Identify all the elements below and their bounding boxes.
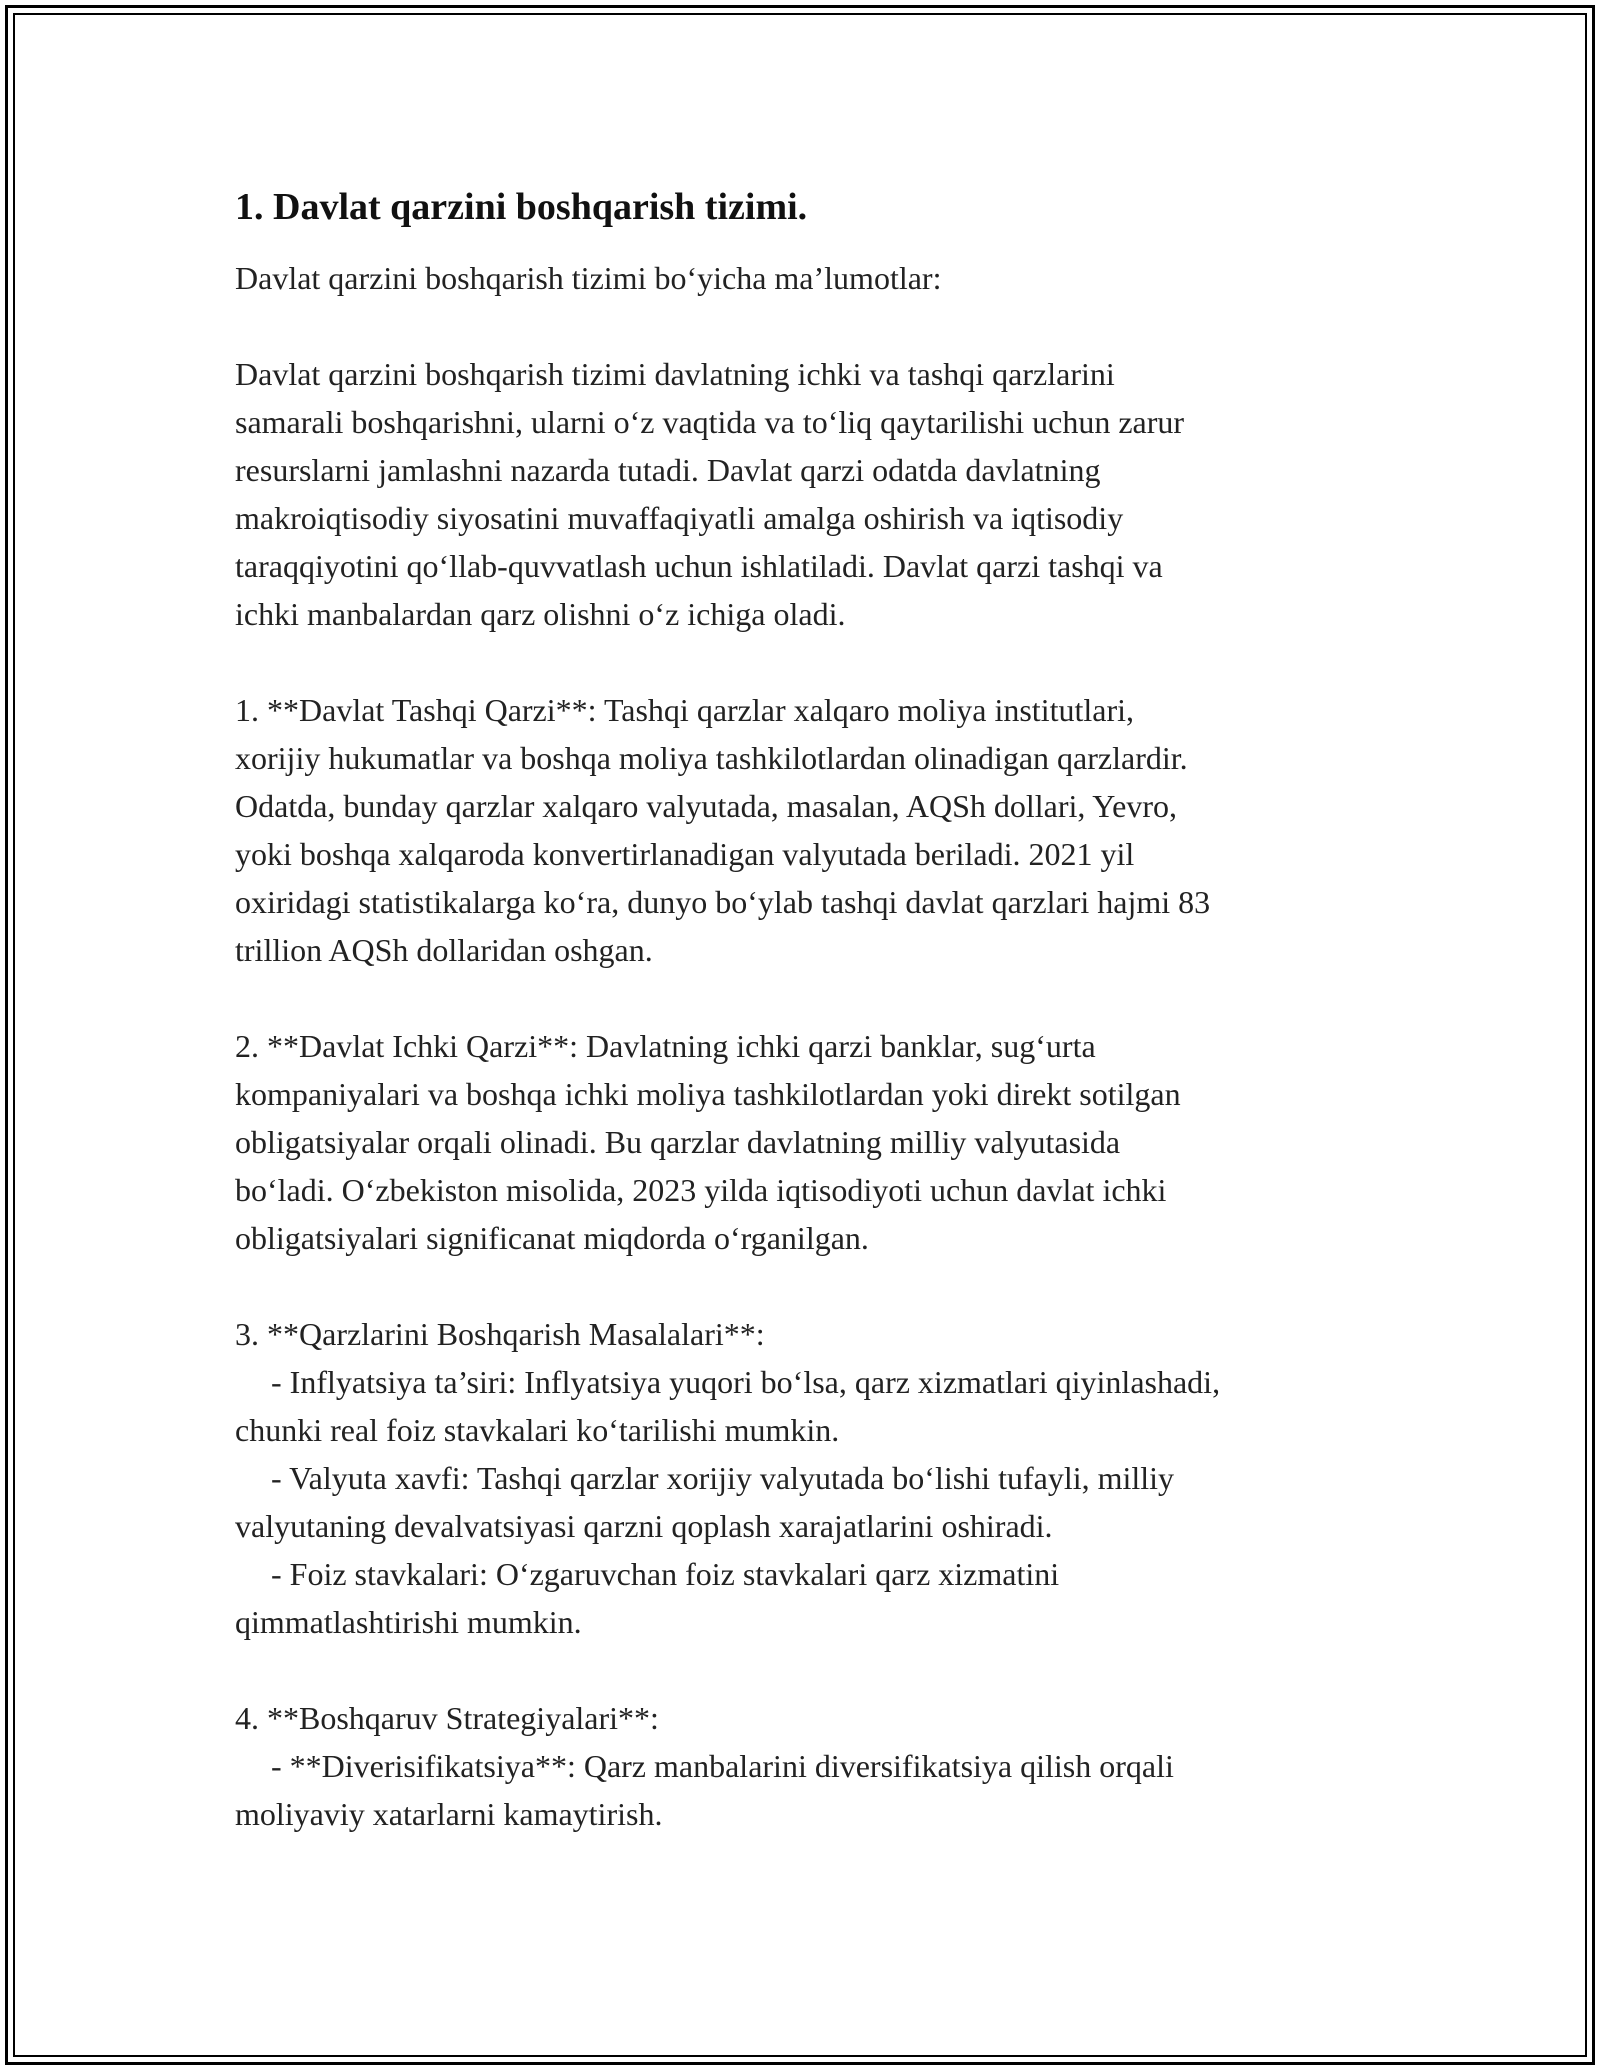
spacer [235, 1262, 1385, 1310]
list-item-first: - **Diverisifikatsiya**: Qarz manbalarini diversifikatsiya qilish orqali [271, 1748, 1174, 1784]
document-body [235, 180, 1385, 1838]
paragraph-line: obligatsiyalar orqali olinadi. Bu qarzlar davlatning milliy valyutasida [235, 1124, 1121, 1160]
list-item [235, 1358, 1385, 1406]
intro-text: Davlat qarzini boshqarish tizimi bo‘yicha ma’lumotlar: [235, 260, 942, 296]
spacer [235, 302, 1385, 350]
section-heading: 4. **Boshqaruv Strategiyalari**: [235, 1700, 659, 1736]
list-item-continuation: valyutaning devalvatsiyasi qarzni qoplash xarajatlarini oshiradi. [235, 1508, 1053, 1544]
paragraph-line: Odatda, bunday qarzlar xalqaro valyutada, masalan, AQSh dollari, Yevro, [235, 788, 1177, 824]
paragraph-line: xorijiy hukumatlar va boshqa moliya tashkilotlardan olinadigan qarzlardir. [235, 740, 1188, 776]
list-item-first: - Foiz stavkalari: O‘zgaruvchan foiz stavkalari qarz xizmatini [271, 1556, 1060, 1592]
paragraph-line: obligatsiyalari significanat miqdorda o‘rganilgan. [235, 1220, 869, 1256]
list-item-continuation: qimmatlashtirishi mumkin. [235, 1604, 582, 1640]
paragraph-line: taraqqiyotini qo‘llab-quvvatlash uchun ishlatiladi. Davlat qarzi tashqi va [235, 548, 1163, 584]
paragraph-line: samarali boshqarishni, ularni o‘z vaqtida va to‘liq qaytarilishi uchun zarur [235, 404, 1185, 440]
list-item-first: - Valyuta xavfi: Tashqi qarzlar xorijiy valyutada bo‘lishi tufayli, milliy [271, 1460, 1175, 1496]
paragraph-line: bo‘ladi. O‘zbekiston misolida, 2023 yilda iqtisodiyoti uchun davlat ichki [235, 1172, 1167, 1208]
paragraph-line: oxiridagi statistikalarga ko‘ra, dunyo bo‘ylab tashqi davlat qarzlari hajmi 83 [235, 884, 1211, 920]
spacer [235, 1646, 1385, 1694]
paragraph-line: makroiqtisodiy siyosatini muvaffaqiyatli amalga oshirish va iqtisodiy [235, 500, 1124, 536]
section-debt-issues [235, 1310, 1385, 1646]
section-heading: 3. **Qarzlarini Boshqarish Masalalari**: [235, 1316, 765, 1352]
paragraph-line: trillion AQSh dollaridan oshgan. [235, 932, 653, 968]
paragraph-line: resurslarni jamlashni nazarda tutadi. Davlat qarzi odatda davlatning [235, 452, 1101, 488]
overview-paragraph [235, 350, 1385, 638]
paragraph-line: 2. **Davlat Ichki Qarzi**: Davlatning ichki qarzi banklar, sug‘urta [235, 1028, 1096, 1064]
list-item-continuation: moliyaviy xatarlarni kamaytirish. [235, 1796, 663, 1832]
paragraph-line: Davlat qarzini boshqarish tizimi davlatning ichki va tashqi qarzlarini [235, 356, 1115, 392]
list-item [235, 1454, 1385, 1502]
paragraph-line: ichki manbalardan qarz olishni o‘z ichiga oladi. [235, 596, 846, 632]
list-item [235, 1550, 1385, 1598]
section-internal-debt [235, 1022, 1385, 1262]
section-external-debt [235, 686, 1385, 974]
paragraph-line: kompaniyalari va boshqa ichki moliya tashkilotlardan yoki direkt sotilgan [235, 1076, 1181, 1112]
list-item [235, 1742, 1385, 1790]
spacer [235, 974, 1385, 1022]
paragraph-line: 1. **Davlat Tashqi Qarzi**: Tashqi qarzlar xalqaro moliya institutlari, [235, 692, 1134, 728]
section-strategies [235, 1694, 1385, 1838]
spacer [235, 638, 1385, 686]
paragraph-line: yoki boshqa xalqaroda konvertirlanadigan valyutada beriladi. 2021 yil [235, 836, 1135, 872]
list-item-continuation: chunki real foiz stavkalari ko‘tarilishi mumkin. [235, 1412, 840, 1448]
page-title: 1. Davlat qarzini boshqarish tizimi. [235, 186, 808, 228]
list-item-first: - Inflyatsiya ta’siri: Inflyatsiya yuqori bo‘lsa, qarz xizmatlari qiyinlashadi, [271, 1364, 1221, 1400]
